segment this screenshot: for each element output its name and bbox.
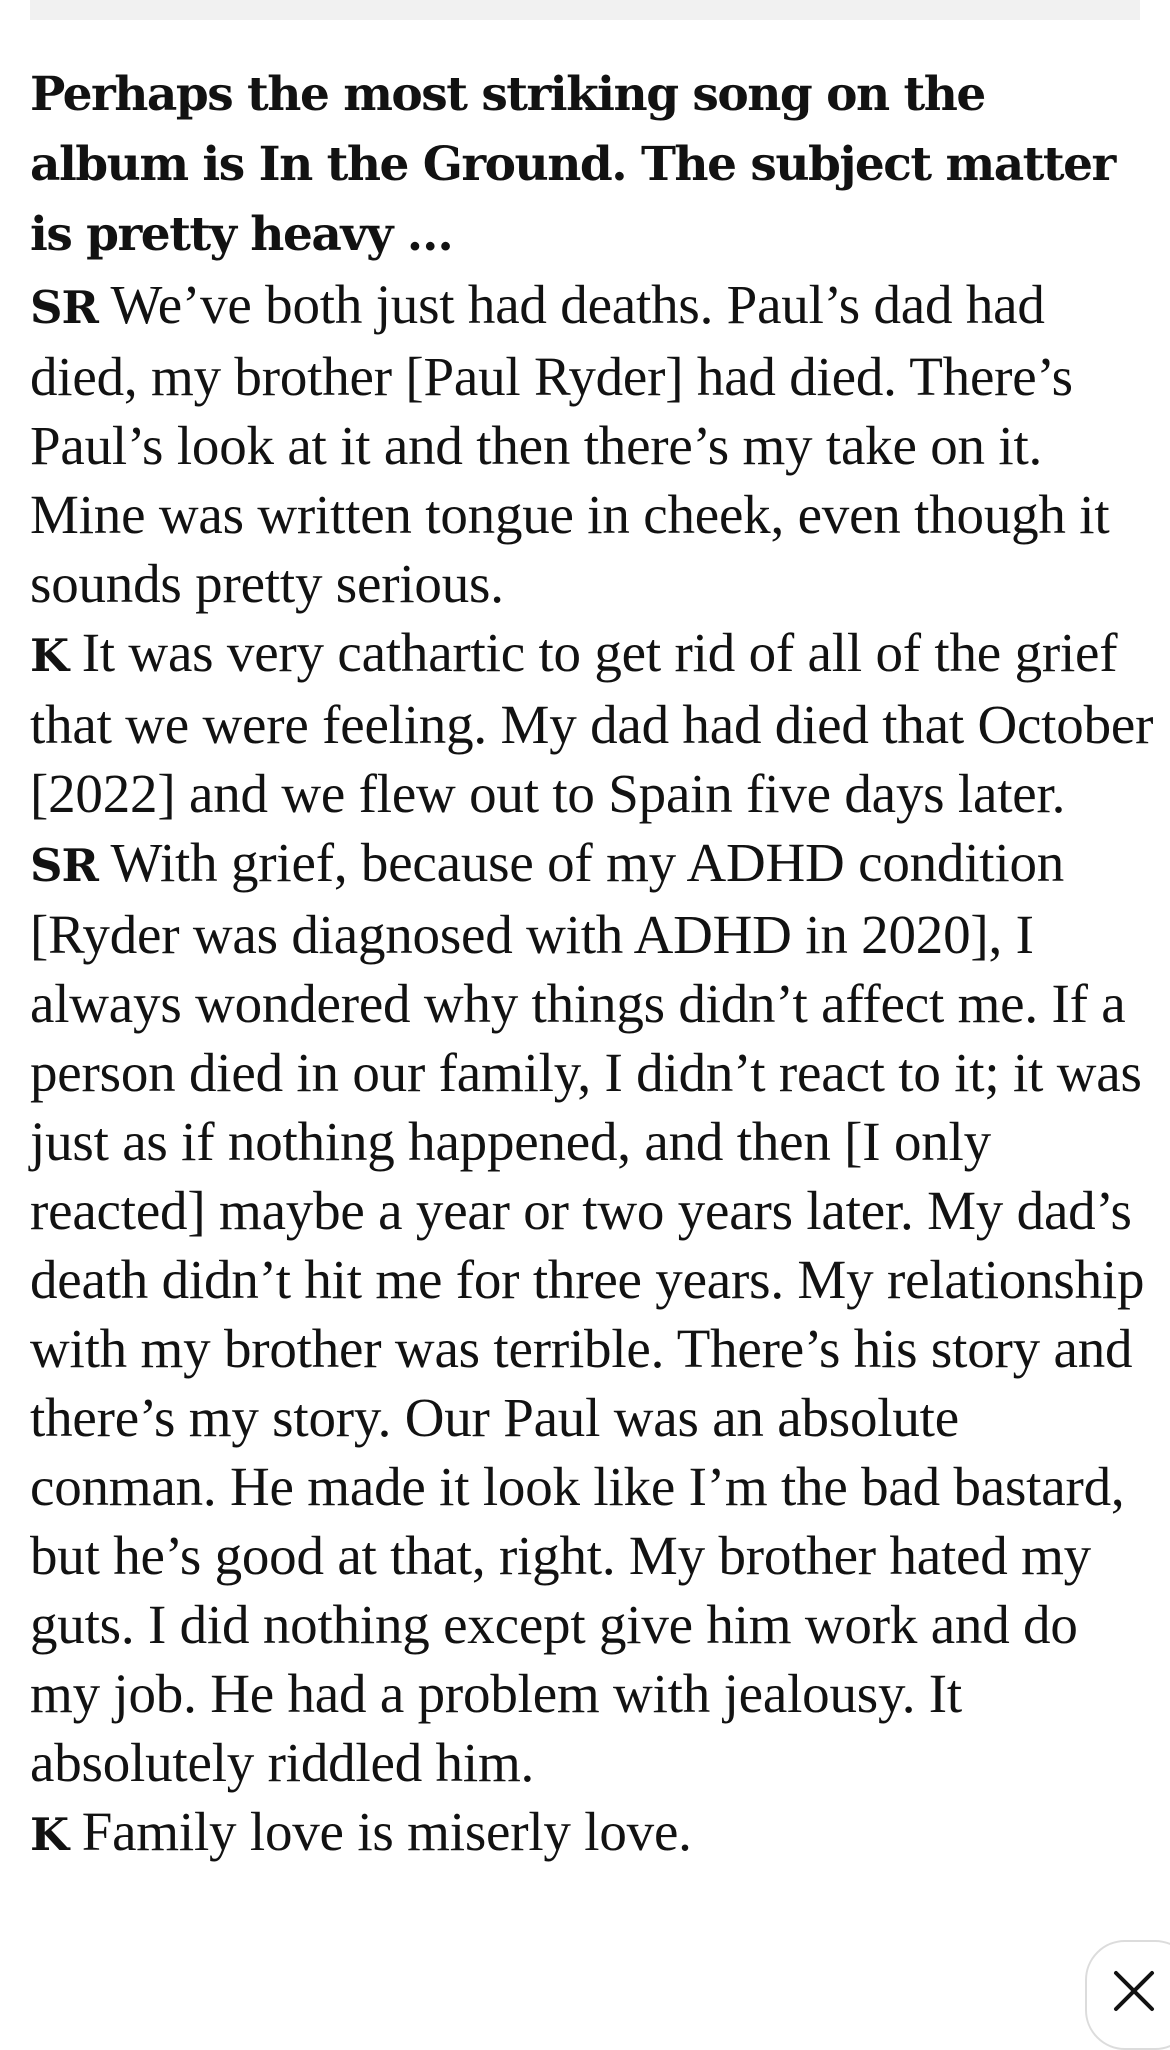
speaker-label: SR [30,839,98,892]
previous-element-edge [30,0,1140,20]
answer-paragraph [30,618,1155,828]
answer-text: It was very cathartic to get rid of all of the grief that we were feeling. My dad had died that October [2022] and we flew out to Spain five days later. [30,622,1154,824]
answer-text: We’ve both just had deaths. Paul’s dad had died, my brother [Paul Ryder] had died. There’s Paul’s look at it and then there’s my take on it. Mine was written tongue in cheek, even though it sounds pretty serious. [30,274,1110,614]
answer-paragraph [30,270,1155,618]
answer-text: With grief, because of my ADHD condition [Ryder was diagnosed with ADHD in 2020], I always wondered why things didn’t affect me. If a person died in our family, I didn’t react to it; it was just as if nothing happened, and then [I only reacted] maybe a year or two years later. My dad’s death didn’t hit me for three years. My relationship with my brother was terrible. There’s his story and there’s my story. Our Paul was an absolute conman. He made it look like I’m the bad bastard, but he’s good at that, right. My brother hated my guts. I did nothing except give him work and do my job. He had a problem with jealousy. It absolutely riddled him. [30,832,1145,1793]
interview-body [30,60,1155,1869]
interview-question: Perhaps the most striking song on the album is In the Ground. The subject matter is pretty heavy … [30,67,1115,262]
answer-text: Family love is miserly love. [81,1801,692,1862]
close-icon [1112,1969,1156,2013]
answer-paragraph [30,828,1155,1797]
speaker-label: K [30,1808,69,1861]
speaker-label: SR [30,281,98,334]
answer-paragraph [30,1797,1155,1869]
speaker-label: K [30,629,69,682]
close-button[interactable] [1085,1940,1170,2050]
